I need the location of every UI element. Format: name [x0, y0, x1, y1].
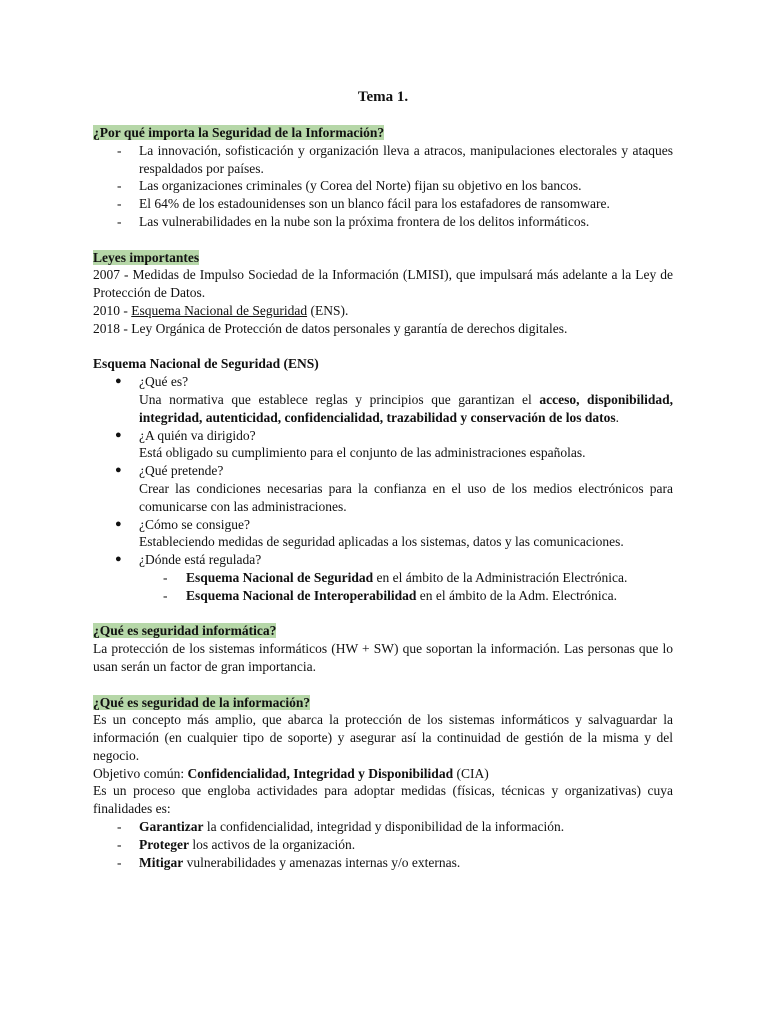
paragraph: Es un concepto más amplio, que abarca la protección de los sistemas informáticos y salvaguardar la información (en cualquier tipo de soporte) y asegurar así la continuidad de gestión de la misma y del negocio. — [93, 712, 673, 763]
bullet-list — [93, 373, 673, 569]
bold-text: Esquema Nacional de Seguridad — [186, 569, 374, 585]
list-item-text: en el ámbito de la Adm. Electrónica. — [416, 587, 617, 603]
question: ● ¿Cómo se consigue? — [139, 516, 250, 532]
list-item: - Las vulnerabilidades en la nube son la próxima frontera de los delitos informáticos. — [93, 213, 673, 231]
question: ● ¿Dónde está regulada? — [139, 552, 262, 568]
question: ● ¿Qué pretende? — [139, 463, 224, 479]
bold-text: Mitigar — [139, 854, 184, 870]
section-heading — [93, 355, 673, 373]
bold-text: acceso, disponibilidad, integridad, autenticidad, confidencialidad, trazabilidad y conservación de los datos — [139, 391, 673, 425]
highlighted-heading: Leyes importantes — [93, 249, 200, 265]
list-item-text: la confidencialidad, integridad y disponibilidad de la información. — [203, 819, 565, 835]
law-2007: 2007 - Medidas de Impulso Sociedad de la Información (LMISI), que impulsará más adelante a la Ley de Protección de Datos. — [93, 267, 673, 301]
bold-text: Confidencialidad, Integridad y Disponibilidad — [187, 765, 454, 781]
list-item — [93, 836, 673, 854]
paragraph: Es un proceso que engloba actividades para adoptar medidas (físicas, técnicas y organizativas) cuya finalidades es: — [93, 783, 673, 817]
list-item — [93, 373, 673, 426]
page-title: Tema 1. — [357, 89, 409, 105]
list-item-text: los activos de la organización. — [188, 836, 356, 852]
section-heading — [93, 694, 673, 712]
answer-text: Una normativa que establece reglas y principios que garantizan el — [139, 391, 540, 407]
list-item-text: en el ámbito de la Administración Electrónica. — [373, 569, 628, 585]
list-item — [93, 462, 673, 515]
list-item — [93, 569, 673, 587]
list-item — [93, 427, 673, 463]
paragraph-text: (CIA) — [453, 765, 489, 781]
underlined-text: Esquema Nacional de Seguridad — [131, 302, 308, 318]
section-ens — [93, 355, 673, 604]
section-it-security — [93, 622, 673, 675]
answer: Está obligado su cumplimiento para el conjunto de las administraciones españolas. — [139, 445, 586, 461]
bold-text: Proteger — [139, 836, 189, 852]
highlighted-heading: ¿Por qué importa la Seguridad de la Información? — [93, 125, 385, 140]
list-item-text: vulnerabilidades y amenazas internas y/o externas. — [183, 854, 461, 870]
document-content — [93, 87, 673, 889]
paragraph-text: Objetivo común: — [93, 765, 188, 781]
list-item: - La innovación, sofisticación y organización lleva a atracos, manipulaciones electorales y ataques respaldados por países. — [93, 142, 673, 178]
section-heading — [93, 249, 673, 267]
list-item — [93, 587, 673, 605]
section-heading — [93, 622, 673, 640]
highlighted-heading: ¿Qué es seguridad de la información? — [93, 694, 311, 710]
list-item: - El 64% de los estadounidenses son un blanco fácil para los estafadores de ransomware. — [93, 195, 673, 213]
answer-text: . — [615, 409, 620, 425]
question: ● ¿A quién va dirigido? — [139, 427, 256, 443]
list-item — [93, 516, 673, 552]
list-item — [93, 818, 673, 836]
law-2018: 2018 - Ley Orgánica de Protección de datos personales y garantía de derechos digitales. — [93, 320, 568, 336]
bold-text: Esquema Nacional de Interoperabilidad — [186, 587, 417, 603]
law-2010 — [93, 302, 673, 320]
question: ● ¿Qué es? — [139, 374, 189, 390]
dash-list — [93, 142, 673, 231]
dash-list — [93, 818, 673, 871]
section-laws — [93, 249, 673, 338]
answer: Estableciendo medidas de seguridad aplicadas a los sistemas, datos y las comunicaciones. — [139, 534, 624, 550]
list-item — [93, 854, 673, 872]
paragraph: La protección de los sistemas informáticos (HW + SW) que soportan la información. Las personas que lo usan serán un factor de gran importancia. — [93, 641, 673, 674]
law-suffix-text: (ENS). — [307, 302, 349, 318]
law-year-text: 2010 - — [93, 302, 132, 318]
section-why-security — [93, 124, 673, 231]
bold-text: Garantizar — [139, 819, 204, 835]
paragraph-cia — [93, 765, 673, 783]
bold-heading: Esquema Nacional de Seguridad (ENS) — [93, 356, 319, 372]
highlighted-heading: ¿Qué es seguridad informática? — [93, 623, 277, 639]
answer — [139, 391, 673, 427]
sub-dash-list — [93, 569, 673, 605]
list-item: - Las organizaciones criminales (y Corea del Norte) fijan su objetivo en los bancos. — [93, 177, 673, 195]
answer: Crear las condiciones necesarias para la confianza en el uso de los medios electrónicos para comunicarse con las administraciones. — [139, 480, 673, 514]
section-heading — [93, 124, 673, 142]
list-item — [93, 551, 673, 569]
section-info-security — [93, 694, 673, 872]
